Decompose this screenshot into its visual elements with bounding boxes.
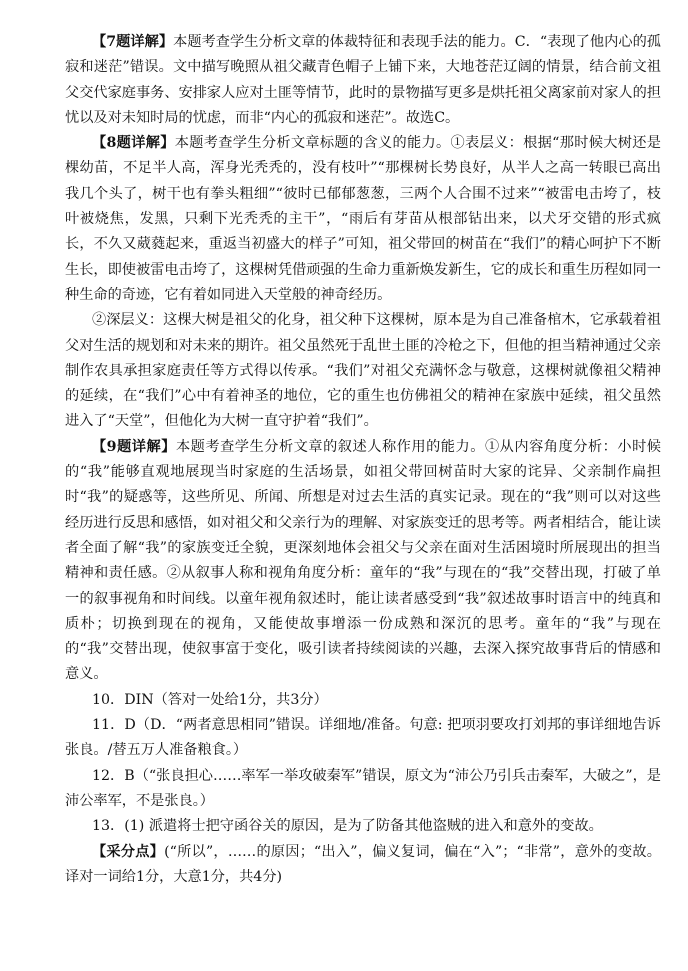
- answer-explanation-text: [65, 30, 661, 890]
- paragraph-q7: [65, 30, 661, 131]
- paragraph-q12: [65, 764, 661, 815]
- text-q13: 13．(1) 派遣将士把守函谷关的原因，是为了防备其他盗贼的进入和意外的变故。: [91, 818, 603, 835]
- paragraph-q13: [65, 814, 661, 839]
- text-q10: 10．DIN（答对一处给1分，共3分）: [91, 691, 328, 708]
- text-q7: 本题考查学生分析文章的体裁特征和表现手法的能力。C．“表现了他内心的孤寂和迷茫”错误。文中描写晚照从祖父藏青色帽子上铺下来，大地苍茫辽阔的情景，结合前文祖父交代家庭事务、安排家人应对土匪等情节，此时的景物描写更多是烘托祖父离家前对家人的担忧以及对未知时局的忧虑，而非“内心的孤寂和迷茫”。故选C。: [65, 34, 661, 126]
- paragraph-q8: [65, 131, 661, 308]
- text-q12: 12．B（“张良担心……率军一举攻破秦军”错误，原文为“沛公乃引兵击秦军，大破之”，是沛公率军，不是张良。）: [65, 767, 661, 809]
- paragraph-q9: [65, 435, 661, 688]
- text-q11: 11．D（D．“两者意思相同”错误。详细地/准备。句意: 把项羽要攻打刘邦的事详细地告诉张良。/替五万人准备粮食。）: [65, 717, 661, 759]
- heading-q9: 【9题详解】: [91, 438, 176, 455]
- paragraph-scoring: [65, 840, 661, 891]
- paragraph-q11: [65, 713, 661, 764]
- text-q9: 本题考查学生分析文章的叙述人称作用的能力。①从内容角度分析：小时候的“我”能够直观地展现当时家庭的生活场景，如祖父带回树苗时大家的诧异、父亲制作扁担时“我”的疑惑等，这些所见、所闻、所想是对过去生活的真实记录。现在的“我”则可以对这些经历进行反思和感悟，如对祖父和父亲行为的理解、对家族变迁的思考等。两者相结合，能让读者全面了解“我”的家族变迁全貌，更深刻地体会祖父与父亲在面对生活困境时所展现出的担当精神和责任感。②从叙事人称和视角角度分析：童年的“我”与现在的“我”交替出现，打破了单一的叙事视角和时间线。以童年视角叙述时，能让读者感受到“我”叙述故事时语言中的纯真和质朴；切换到现在的视角，又能使故事增添一份成熟和深沉的思考。童年的“我”与现在的“我”交替出现，使叙事富于变化，吸引读者持续阅读的兴趣，去深入探究故事背后的情感和意义。: [65, 438, 661, 683]
- heading-scoring: 【采分点】: [91, 843, 165, 860]
- text-q8: 本题考查学生分析文章标题的含义的能力。①表层义：根据“那时候大树还是棵幼苗，不足半人高，浑身光秃秃的，没有枝叶”“那棵树长势良好，从半人之高一转眼已高出我几个头了，树干也有拳头粗细”“彼时已郁郁葱葱，三两个人合围不过来”“被雷电击垮了，枝叶被烧焦，发黑，只剩下光秃秃的主干”，“雨后有芽苗从根部钻出来，以犬牙交错的形式疯长，不久又葳蕤起来，重返当初盛大的样子”可知，祖父带回的树苗在“我们”的精心呵护下不断生长，即使被雷电击垮了，这棵树凭借顽强的生命力重新焕发新生，它的成长和重生历程如同一种生命的奇迹，它有着如同进入天堂般的神奇经历。: [65, 135, 661, 303]
- heading-q8: 【8题详解】: [91, 135, 175, 152]
- paragraph-q10: [65, 688, 661, 713]
- text-q8-deep: ②深层义：这棵大树是祖父的化身，祖父种下这棵树，原本是为自己准备棺木，它承载着祖父对生活的规划和对未来的期许。祖父虽然死于乱世土匪的冷枪之下，但他的担当精神通过父亲制作农具承担家庭责任等方式得以传承。“我们”对祖父充满怀念与敬意，这棵树就像祖父精神的延续，在“我们”心中有着神圣的地位，它的重生也仿佛祖父的精神在家族中延续，祖父虽然进入了“天堂”，但他化为大树一直守护着“我们”。: [65, 312, 661, 430]
- paragraph-q8-deep: [65, 308, 661, 434]
- text-scoring: (“所以”，……的原因；“出入”，偏义复词，偏在“入”；“非常”，意外的变故。译对一词给1分，大意1分，共4分): [65, 843, 661, 885]
- heading-q7: 【7题详解】: [91, 34, 174, 50]
